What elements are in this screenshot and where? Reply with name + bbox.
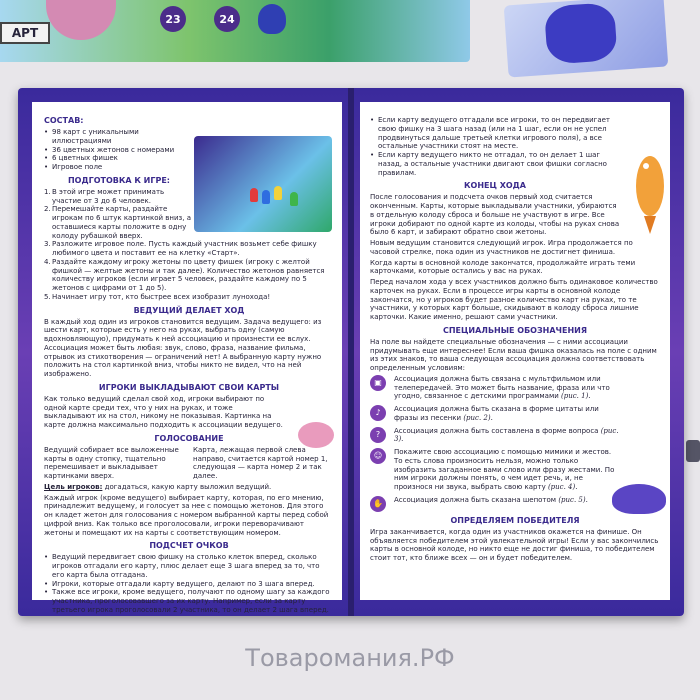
paragraph: Карта, лежащая первой слева направо, считается картой номер 1, следующая — карта номер 2 и так далее. <box>193 445 328 480</box>
section-title: ПОДСЧЕТ ОЧКОВ <box>149 541 229 551</box>
left-page <box>32 102 342 614</box>
paragraph: После голосования и подсчета очков первый ход считается оконченным. Карты, которые выкладывали участники, убираются в отдельную колоду сброса и больше не участвуют в игре. Все игроки добирают по одной карте из колоды, чтобы на руках снова было 6 карт, и забирают обратно свои жетоны. <box>370 193 620 237</box>
list-item: • Если карту ведущего отгадали все игроки, то он передвигает свою фишку на 3 шага назад (или на 1 шаг, если он не успел продвинуться дальше третьей клетки игрового поля), а все остальные участники стоят на месте. <box>370 116 620 151</box>
paragraph: Перед началом хода у всех участников должно быть одинаковое количество карточек на руках. Если в процессе игры карты в основной колоде закончатся, но у игроков будет разное количество карт на руках, то те участники, у которых карт больше, скидывают в колоду сброса лишние карточки. Какие именно, решают сами участники. <box>370 278 658 321</box>
right-page <box>360 102 670 600</box>
game-piece-green <box>290 192 298 206</box>
rule-gestures <box>370 448 620 492</box>
goal-label: Цель игроков: <box>44 482 103 491</box>
step-text: В этой игре может принимать участие от 3 до 6 человек. <box>52 187 165 205</box>
rule-question <box>370 427 620 445</box>
rule-song <box>370 405 620 423</box>
hand-icon: ✋ <box>370 496 386 512</box>
game-card-corner <box>504 0 669 77</box>
watermark: Товаромания.РФ <box>245 644 455 672</box>
step-text: Перемешайте карты, раздайте игрокам по 6 штук картинкой вниз, а оставшиеся карты положите в одну колоду рубашкой вверх. <box>52 205 191 240</box>
rule-text: Ассоциация должна быть сказана шепотом <box>394 495 557 504</box>
list-item: • Игровое поле <box>44 163 194 172</box>
game-piece-red <box>250 188 258 202</box>
step-text: Раздайте каждому игроку жетоны по цвету фишек (игроку с желтой фишкой — желтые жетоны и так далее). Количество жетонов равняется количеству игроков (если играет 5 человек, раздайте каждому по 5 жетонов с цифрами от 1 до 5). <box>52 257 325 292</box>
special-rules <box>370 375 620 512</box>
tv-icon: ▣ <box>370 375 386 391</box>
step-number: 3. <box>44 240 51 249</box>
game-piece-yellow <box>274 186 282 200</box>
board-cell: 23 <box>160 6 186 32</box>
paragraph: Игра заканчивается, когда один из участников окажется на финише. Он объявляется победителем этой увлекательной игры! Если у вас закончились карты в основной колоде, но никто еще не достиг финиша, то победителем стоит тот, кто ближе всех — он и будет победителем. <box>370 527 659 562</box>
fish-illustration <box>624 146 674 236</box>
monkey-illustration <box>46 0 116 40</box>
paragraph: Ведущий собирает все выложенные карты в одну стопку, тщательно перемешивает и выкладывает картинками вверх. <box>44 445 179 480</box>
paragraph: На поле вы найдете специальные обозначения — с ними ассоциации придумывать еще интереснее! Если ваша фишка оказалась на поле с одним из этих знаков, то ваша следующая ассоциация должна соответствовать определенным условиям: <box>370 337 657 372</box>
board-game-photo <box>194 136 332 232</box>
list-item: • 98 карт с уникальными иллюстрациями <box>44 128 194 146</box>
rule-text: Ассоциация должна быть связана с мультфильмом или телепередачей. Это может быть название, фраза или что угодно, связанное с детскими программами <box>394 374 610 401</box>
whale-illustration <box>612 484 666 514</box>
list-item: • Также все игроки, кроме ведущего, получают по одному шагу за каждого участника, проголосовавшего за их карту. Например, если за карту третьего игрока проголосовали 2 участника, то он делает 2 шага вперед. <box>44 588 334 614</box>
rule-text: Ассоциация должна быть составлена в форме вопроса <box>394 426 599 435</box>
step-number: 5. <box>44 292 51 301</box>
paragraph: Каждый игрок (кроме ведущего) выбирает карту, которая, по его мнению, принадлежит ведущему, и голосует за нее с помощью жетонов. Для этого он кладет жетон для голосования с номером выбранной карты перед собой цифрой вниз. Как только все проголосовали, игроки переворачивают жетоны и помещают их на карты с соответствующим номером. <box>44 493 329 537</box>
paragraph: Новым ведущим становится следующий игрок. Игра продолжается по часовой стрелке, пока один из участников не достигнет финиша. <box>370 239 633 256</box>
section-title: ГОЛОСОВАНИЕ <box>154 433 224 443</box>
figure-ref: (рис. 4). <box>547 483 578 491</box>
list-item: • 6 цветных фишек <box>44 154 194 163</box>
paragraph: В каждый ход один из игроков становится ведущим. Задача ведущего: из шести карт, которые есть у него на руках, выбрать одну (самую вдохновляющую), придумать к ней ассоциацию и произнести ее вслух. Ассоциация может быть любая: звук, слово, фраза, название фильма, отрывок из стихотворения — ограничений нет! А выбранную карту нужно положить на стол картинкой вниз, чтобы никто не видел, что на ней изображено. <box>44 317 322 378</box>
section-title: ПОДГОТОВКА К ИГРЕ: <box>67 175 171 185</box>
booklet-spine <box>348 88 354 616</box>
section-title: ОПРЕДЕЛЯЕМ ПОБЕДИТЕЛЯ <box>450 515 580 525</box>
game-piece-blue <box>262 190 270 204</box>
edge-object <box>686 440 700 462</box>
goal-text: догадаться, какую карту выложил ведущий. <box>102 482 272 491</box>
composition-list <box>44 128 194 172</box>
rules-booklet <box>18 88 684 616</box>
paragraph: Как только ведущий сделал свой ход, игроки выбирают по одной карте среди тех, что у них на руках, и тоже выкладывают их на стол, никому не показывая. Картинка на карте должна максимально подходить к ассоциации ведущего. <box>44 394 283 429</box>
list-item: • Ведущий передвигает свою фишку на столько клеток вперед, сколько игроков отгадали его карту, плюс делает еще 3 шага вперед за то, что его карта была отгадана. <box>44 553 334 579</box>
figure-ref: (рис. 2). <box>463 413 493 422</box>
list-item: • Игроки, которые отгадали карту ведущего, делают по 3 шага вперед. <box>44 580 334 589</box>
step-number: 1. <box>44 187 51 196</box>
board-cell: 24 <box>214 6 240 32</box>
list-item: • Если карту ведущего никто не отгадал, то он делает 1 шаг назад, а остальные участники двигают свои фишки согласно правилам. <box>370 151 620 177</box>
section-title: СПЕЦИАЛЬНЫЕ ОБОЗНАЧЕНИЯ <box>442 325 588 335</box>
step-number: 4. <box>44 257 51 266</box>
game-board-piece <box>0 0 470 62</box>
top-list <box>370 116 660 177</box>
step-text: Начинает игру тот, кто быстрее всех изобразит лунохода! <box>52 292 271 301</box>
music-note-icon: ♪ <box>370 405 386 421</box>
start-sign: АРТ <box>0 22 50 44</box>
section-title: ВЕДУЩИЙ ДЕЛАЕТ ХОД <box>133 305 245 315</box>
section-title: КОНЕЦ ХОДА <box>464 181 526 191</box>
score-list <box>44 553 334 614</box>
section-title: ИГРОКИ ВЫКЛАДЫВАЮТ СВОИ КАРТЫ <box>98 382 280 392</box>
list-item: • 36 цветных жетонов с номерами <box>44 146 194 155</box>
figure-ref: (рис. 5). <box>558 495 588 504</box>
question-icon: ? <box>370 427 386 443</box>
game-piece-blue <box>258 4 286 34</box>
rule-text: Покажите свою ассоциацию с помощью мимики и жестов. То есть слова произносить нельзя, можно только изобразить загаданное вами слово или фразу жестами. По ним игроки должны понять, о чем идет речь, и, не произнося ни звука, выбрать свою карту <box>394 448 615 491</box>
paragraph: Когда карты в основной колоде закончатся, продолжайте играть теми карточками, которые остались у вас на руках. <box>370 258 636 276</box>
figure-ref: (рис. 1). <box>561 392 591 401</box>
theater-mask-icon: ☺ <box>370 448 386 464</box>
step-number: 2. <box>44 205 51 214</box>
composition-title: СОСТАВ: <box>44 116 84 125</box>
step-text: Разложите игровое поле. Пусть каждый участник возьмет себе фишку любимого цвета и поставит ее на клетку «Старт». <box>52 240 317 257</box>
figure-ref: (рис. 3). <box>394 426 619 444</box>
rule-cartoon <box>370 375 620 401</box>
rule-whisper <box>370 496 620 512</box>
rule-text: Ассоциация должна быть сказана в форме цитаты или фразы из песенки <box>394 405 599 422</box>
piggy-bank-illustration <box>298 422 334 448</box>
paw-illustration <box>544 2 618 65</box>
